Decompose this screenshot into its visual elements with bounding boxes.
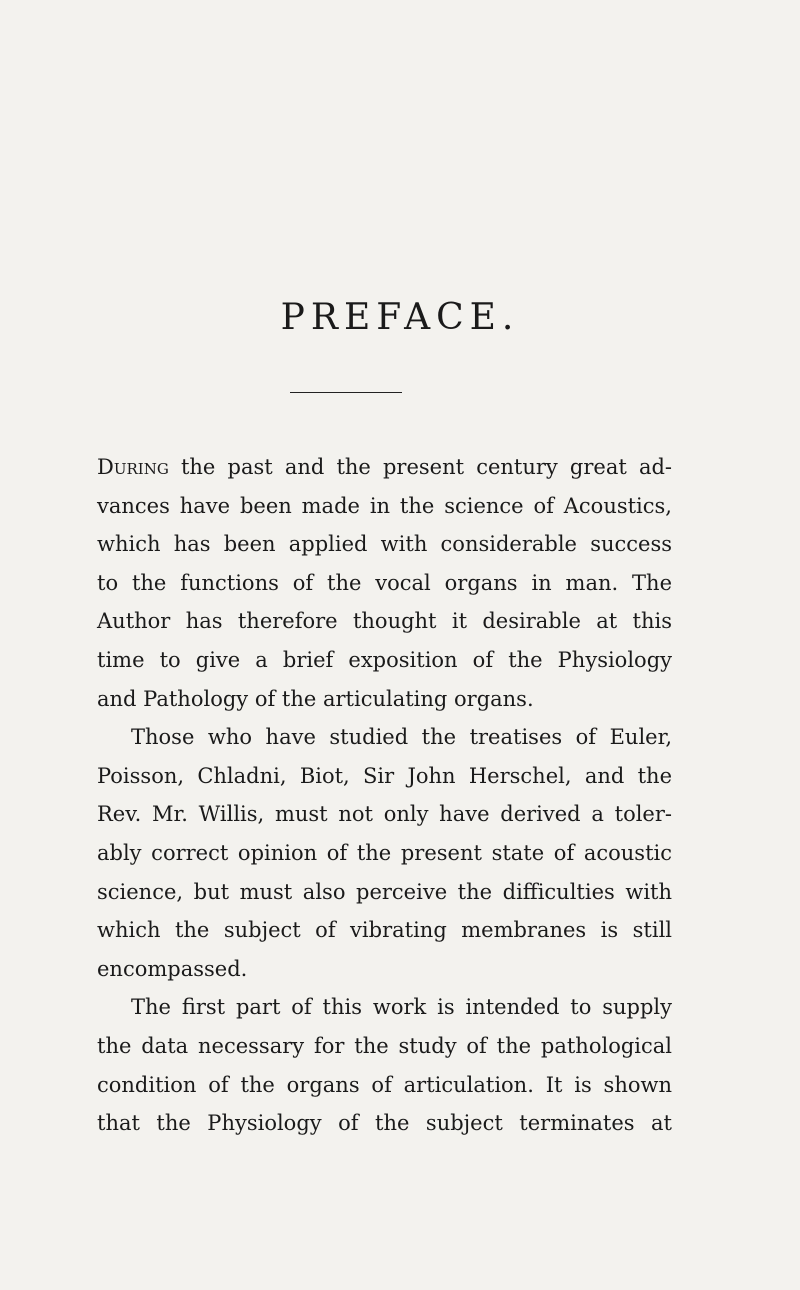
paragraph-1-line-3: which has been applied with considerable success — [97, 532, 672, 557]
paragraph-2-line-5: science, but must also perceive the difficulties with — [97, 879, 672, 904]
paragraph-2-line-1: Those who have studied the treatises of Euler, — [131, 725, 672, 750]
paragraph-1-line-4: to the functions of the vocal organs in man. The — [97, 570, 672, 595]
paragraph-1-line-1: During the past and the present century great ad- — [97, 455, 672, 479]
preface-heading: PREFACE. — [280, 297, 520, 338]
heading-rule — [290, 392, 402, 393]
paragraph-1-line-2: vances have been made in the science of Acoustics, — [97, 493, 672, 518]
paragraph-2-line-2: Poisson, Chladni, Biot, Sir John Herschel, and the — [97, 763, 672, 788]
paragraph-3-line-1: The first part of this work is intended to supply — [131, 995, 672, 1020]
paragraph-3-line-4: that the Physiology of the subject terminates at — [97, 1111, 672, 1136]
paragraph-2-line-4: ably correct opinion of the present state of acoustic — [97, 840, 672, 865]
lead-word: During — [97, 455, 169, 479]
paragraph-3-line-2: the data necessary for the study of the pathological — [97, 1033, 672, 1058]
paragraph-2-line-7: encompassed. — [97, 956, 248, 981]
paragraph-1-line-7: and Pathology of the articulating organs. — [97, 686, 534, 711]
paragraph-3-line-3: condition of the organs of articulation. It is shown — [97, 1072, 672, 1097]
paragraph-2-line-6: which the subject of vibrating membranes is still — [97, 918, 672, 943]
preface-body — [97, 448, 672, 1143]
paragraph-1-line-6: time to give a brief exposition of the Physiology — [97, 647, 672, 672]
paragraph-2-line-3: Rev. Mr. Willis, must not only have derived a toler- — [97, 802, 672, 827]
paragraph-1-line-5: Author has therefore thought it desirable at this — [97, 609, 672, 634]
